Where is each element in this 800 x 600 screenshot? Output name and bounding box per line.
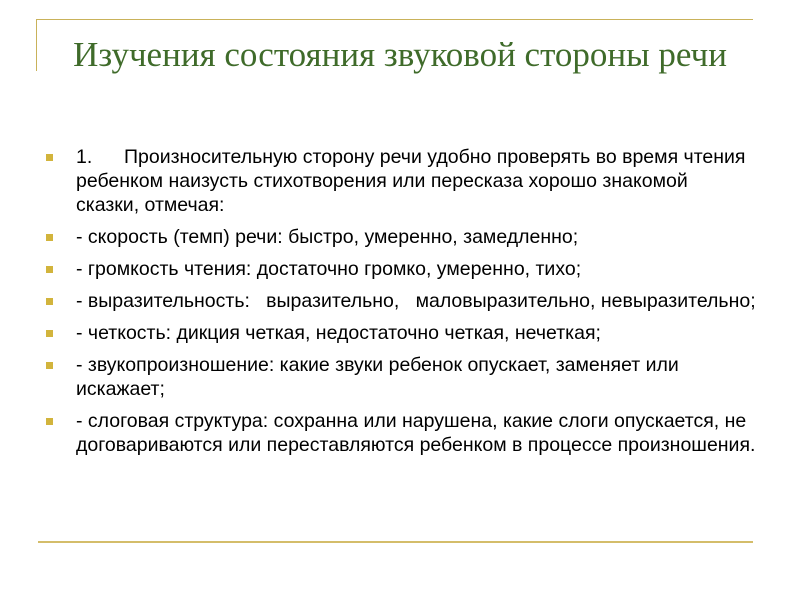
bottom-rule [38,541,753,543]
list-item-number: 1. [76,146,93,168]
list-item-text: - звукопроизношение: какие звуки ребенок опускает, заменяет или искажает; [76,354,679,400]
list-item-body: Произносительную сторону речи удобно проверять во время чтения ребенком наизусть стихотворения или пересказа хорошо знакомой сказки, отмечая: [76,146,746,216]
list-item [44,353,756,401]
left-rule [36,19,37,71]
list-item [44,289,756,313]
list-item-text: - четкость: дикция четкая, недостаточно четкая, нечеткая; [76,322,601,344]
bullet-list [44,145,756,465]
list-item [44,257,756,281]
list-item [44,225,756,249]
list-item [44,409,756,457]
top-rule [36,19,753,20]
bullet-square-icon [46,266,53,273]
bullet-square-icon [46,362,53,369]
slide-title: Изучения состояния звуковой стороны речи [73,35,727,74]
list-item-text: - выразительность: выразительно, маловыразительно, невыразительно; [76,290,756,312]
bullet-square-icon [46,154,53,161]
bullet-square-icon [46,298,53,305]
list-item-text: - слоговая структура: сохранна или нарушена, какие слоги опускается, не договариваются или переставляются ребенком в процессе произношения. [76,410,756,456]
list-item-text: - скорость (темп) речи: быстро, умеренно, замедленно; [76,226,579,248]
list-item [44,145,756,217]
list-item [44,321,756,345]
list-item-text [76,145,756,217]
bullet-square-icon [46,234,53,241]
bullet-square-icon [46,418,53,425]
bullet-square-icon [46,330,53,337]
list-item-text: - громкость чтения: достаточно громко, умеренно, тихо; [76,258,582,280]
